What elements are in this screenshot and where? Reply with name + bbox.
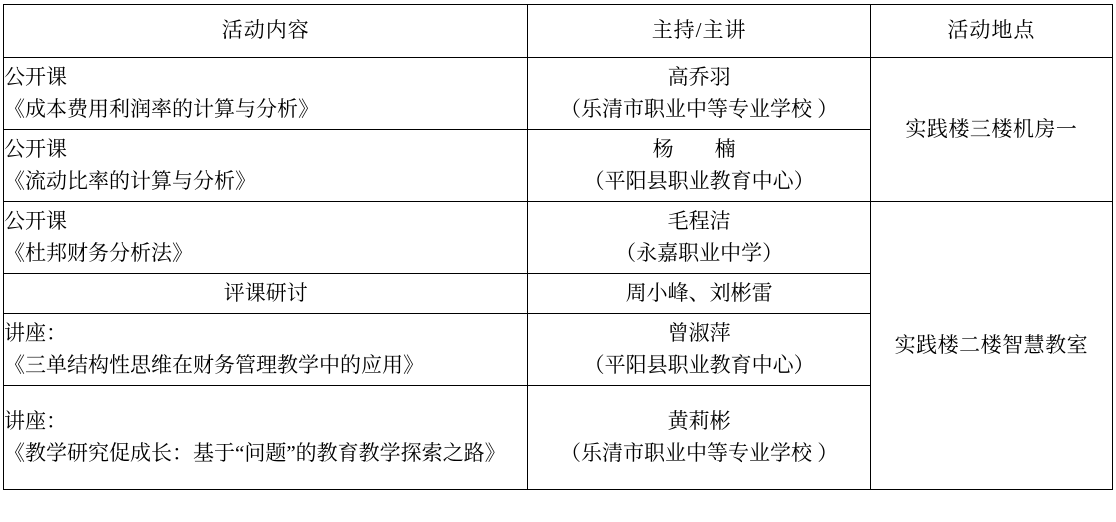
- content-line: 公开课: [4, 65, 67, 89]
- header-activity-content: 活动内容: [4, 5, 528, 58]
- content-line: 公开课: [4, 137, 67, 161]
- host-line: 毛程洁: [667, 209, 731, 233]
- content-line: 《三单结构性思维在财务管理教学中的应用》: [4, 352, 424, 377]
- cell-activity-content: [4, 130, 528, 202]
- host-line: 周小峰、刘彬雷: [625, 280, 773, 305]
- cell-host-speaker: [528, 314, 870, 386]
- cell-host-speaker: [528, 202, 870, 274]
- header-activity-location: 活动地点: [870, 5, 1112, 58]
- host-line: （乐清市职业中等专业学校 ）: [559, 96, 839, 121]
- host-line: 曾淑萍: [667, 321, 731, 345]
- table-row: [4, 58, 1113, 130]
- content-line: 《教学研究促成长：基于“问题”的教育教学探索之路》: [4, 440, 506, 465]
- cell-activity-content: [4, 274, 528, 314]
- host-line: （永嘉职业中学）: [615, 240, 784, 265]
- cell-activity-location: 实践楼二楼智慧教室: [870, 202, 1112, 490]
- content-line: 评课研讨: [223, 280, 308, 305]
- cell-activity-content: [4, 314, 528, 386]
- cell-host-speaker: [528, 386, 870, 490]
- cell-host-speaker: [528, 274, 870, 314]
- host-line: （平阳县职业教育中心）: [583, 168, 815, 193]
- content-line: 讲座：: [4, 321, 67, 345]
- host-line: 杨 楠: [652, 137, 746, 161]
- cell-activity-location: 实践楼三楼机房一: [870, 58, 1112, 202]
- cell-host-speaker: [528, 58, 870, 130]
- content-line: 《成本费用利润率的计算与分析》: [4, 96, 319, 121]
- content-line: 讲座：: [4, 409, 67, 433]
- host-line: （平阳县职业教育中心）: [583, 352, 815, 377]
- activity-schedule-table: [3, 4, 1113, 490]
- table-header-row: [4, 5, 1113, 58]
- cell-activity-content: [4, 58, 528, 130]
- host-line: （乐清市职业中等专业学校 ）: [559, 440, 839, 465]
- content-line: 公开课: [4, 209, 67, 233]
- content-line: 《杜邦财务分析法》: [4, 240, 193, 265]
- host-line: 高乔羽: [667, 65, 731, 89]
- cell-activity-content: [4, 386, 528, 490]
- cell-activity-content: [4, 202, 528, 274]
- document-page: [0, 4, 1116, 522]
- content-line: 《流动比率的计算与分析》: [4, 168, 256, 193]
- host-line: 黄莉彬: [667, 409, 731, 433]
- cell-host-speaker: [528, 130, 870, 202]
- header-host-speaker: 主持/主讲: [528, 5, 870, 58]
- table-row: [4, 202, 1113, 274]
